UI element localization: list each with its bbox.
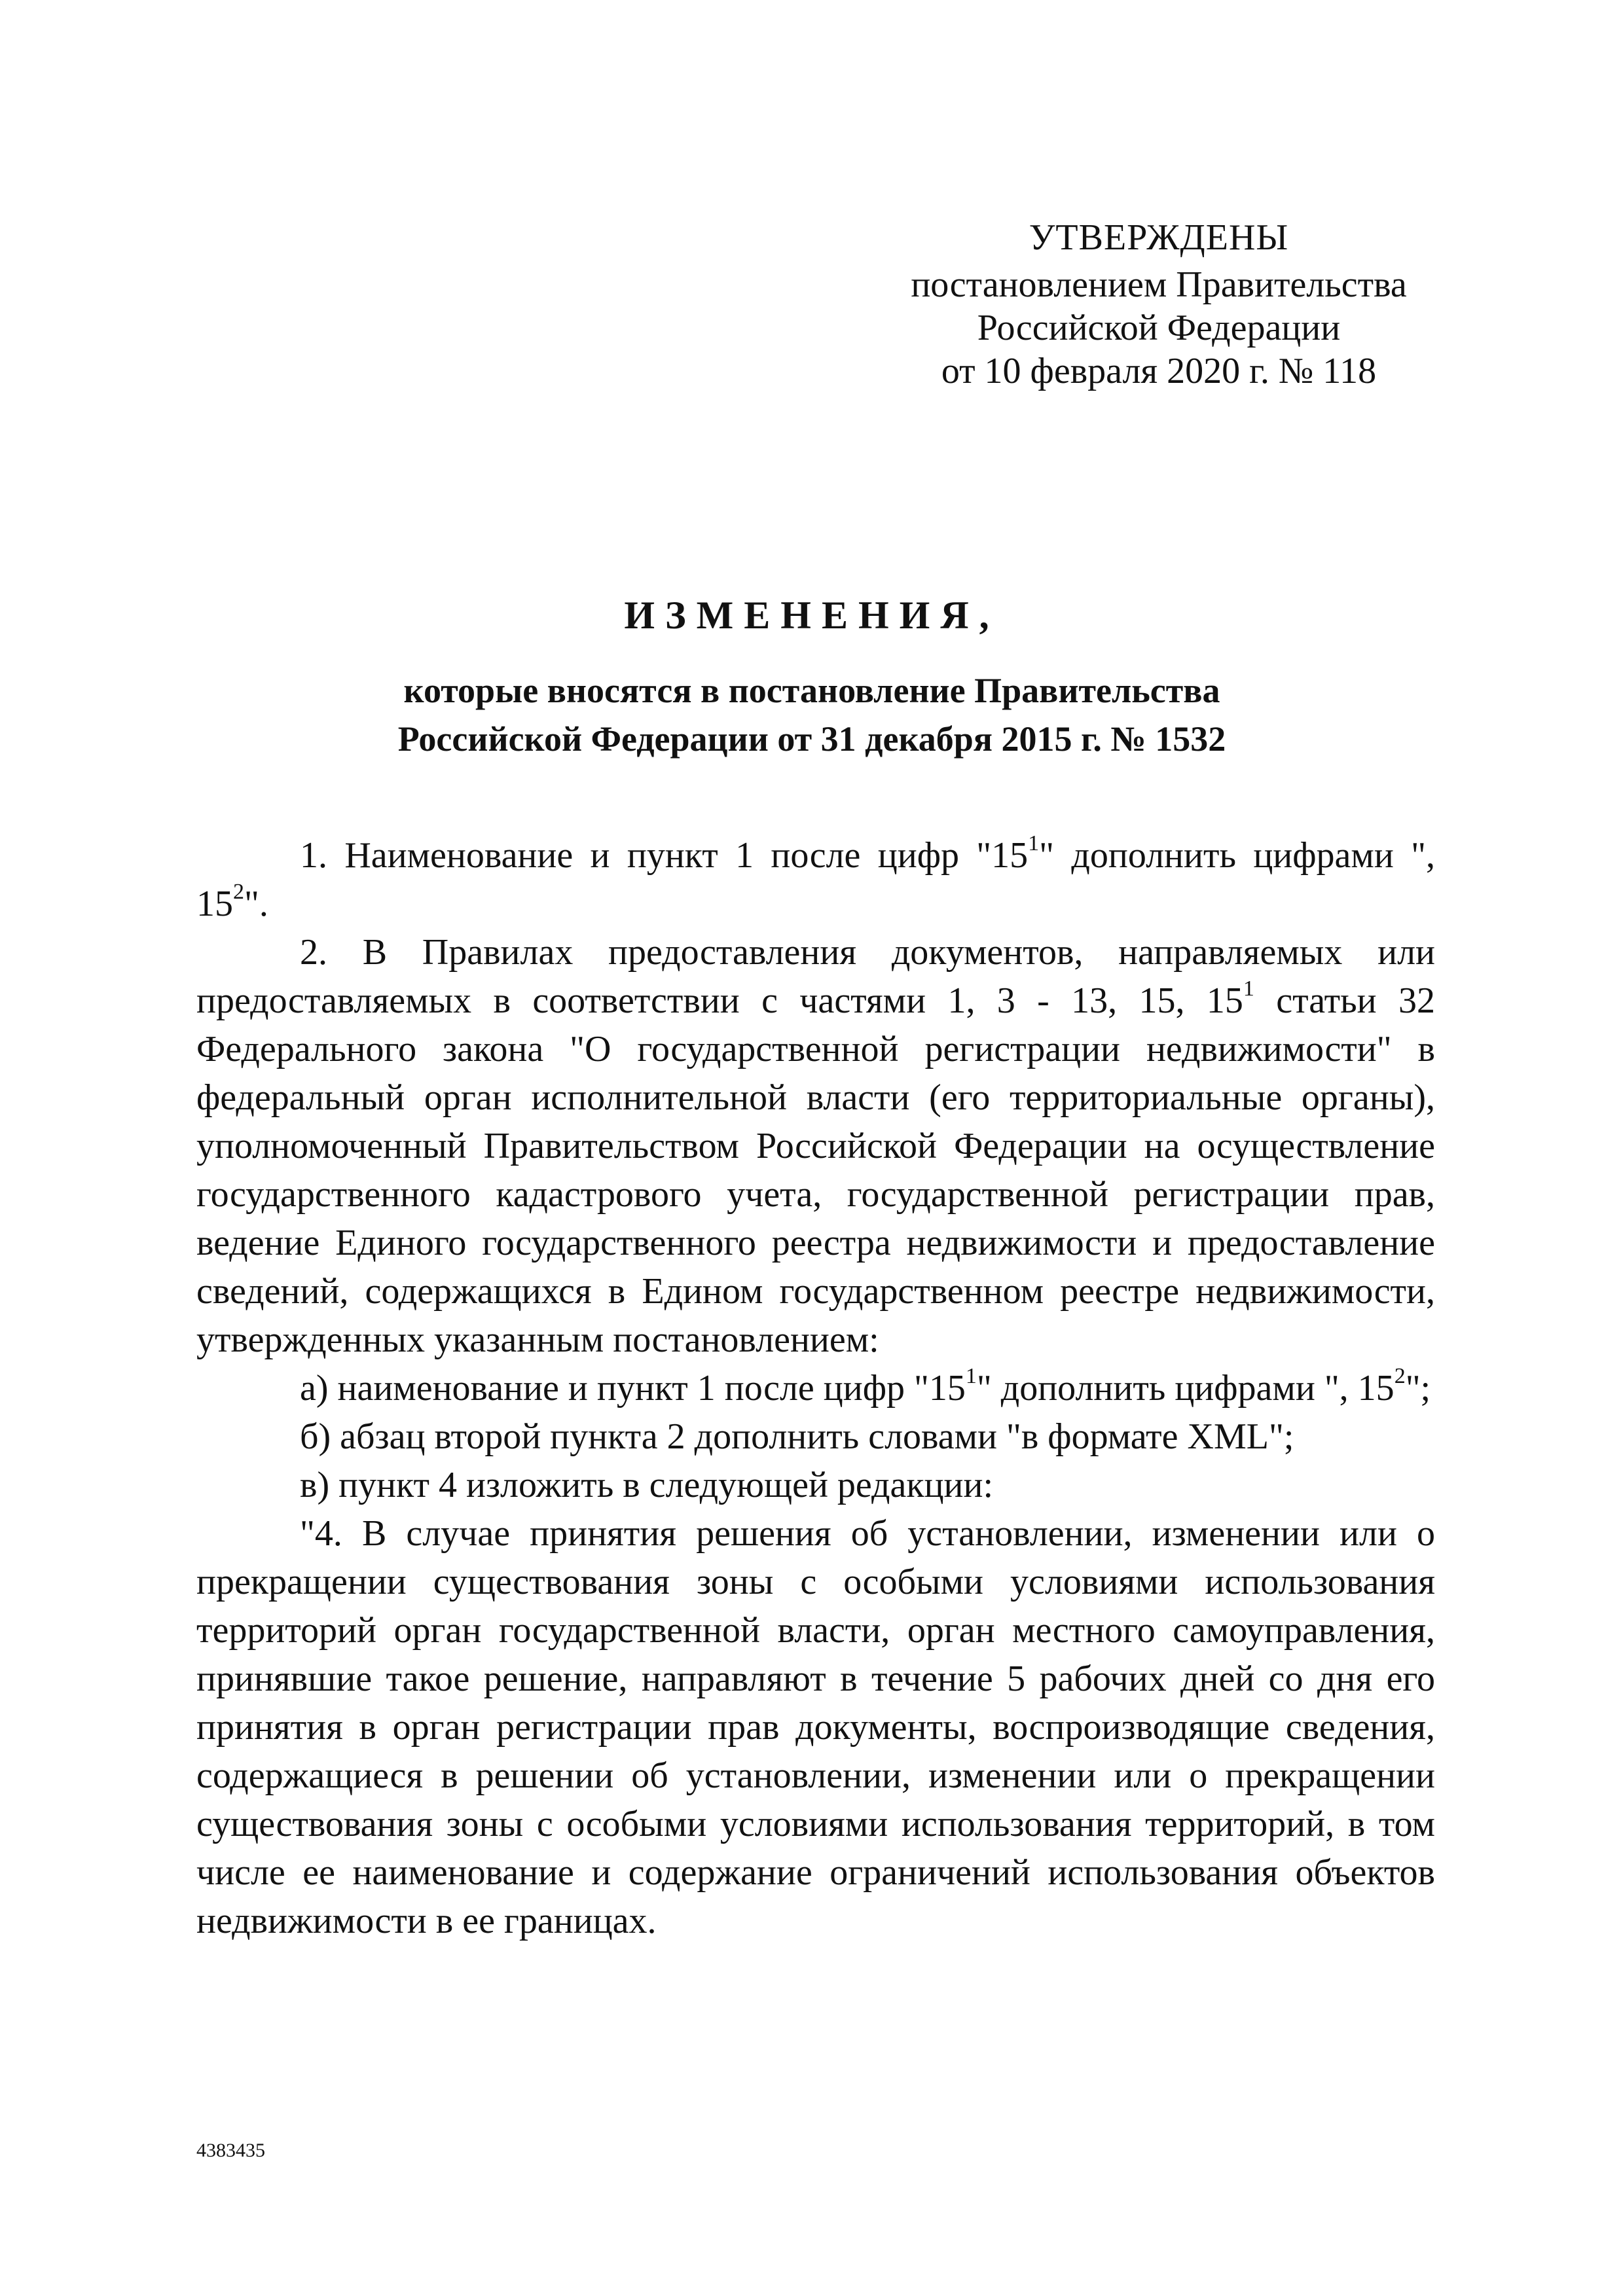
paragraph-5: в) пункт 4 изложить в следующей редакции: [300,1465,994,1505]
approval-line-3: от 10 февраля 2020 г. № 118 [941,351,1377,391]
paragraph-1-text-b: " дополнить цифрами ", 15 [196,835,1435,924]
superscript: 1 [965,1364,977,1388]
paragraph-3-text-a: а) наименование и пункт 1 после цифр "15 [300,1368,966,1408]
paragraph-1 [196,831,1435,928]
title-subtitle [196,666,1427,763]
paragraph-4: б) абзац второй пункта 2 дополнить словами "в формате XML"; [300,1416,1294,1457]
paragraph-2-text-b: статьи 32 Федерального закона "О государственной регистрации недвижимости" в федеральный орган исполнительной власти (его территориальные органы), уполномоченный Правительством Российской Федерации на осуществление государственного кадастрового учета, государственной регистрации прав, ведение Единого государственного реестра недвижимости и предоставление сведений, содержащихся в Едином государственном реестре недвижимости, утвержденных указанным постановлением: [196,980,1435,1360]
superscript: 1 [1028,831,1040,855]
approval-block [838,216,1480,393]
title-line-1: которые вносятся в постановление Правительства [403,671,1220,710]
document-body [196,831,1435,1945]
title-word: ИЗМЕНЕНИЯ, [624,594,1000,637]
superscript: 2 [233,880,244,904]
paragraph-2-text-a: 2. В Правилах предоставления документов, направляемых или предоставляемых в соответствии с частями 1, 3 - 13, 15, 15 [196,932,1435,1021]
document-number: 4383435 [196,2140,265,2161]
title-line-2: Российской Федерации от 31 декабря 2015 г. № 1532 [397,719,1226,759]
paragraph-1-text-a: 1. Наименование и пункт 1 после цифр "15 [300,835,1029,876]
document-title [196,589,1427,763]
paragraph-2 [196,928,1435,1364]
approval-line-2: Российской Федерации [977,308,1341,348]
superscript: 2 [1394,1364,1406,1388]
paragraph-3-text-c: "; [1405,1368,1431,1408]
paragraph-3-text-b: " дополнить цифрами ", 15 [976,1368,1395,1408]
paragraph-1-text-c: ". [244,884,268,924]
approval-line-1: постановлением Правительства [911,264,1407,305]
paragraph-3 [196,1364,1435,1412]
approval-stamp: УТВЕРЖДЕНЫ [1029,217,1289,258]
paragraph-6: "4. В случае принятия решения об установлении, изменении или о прекращении существования зоны с особыми условиями использования территорий орган государственной власти, орган местного самоуправления, принявшие такое решение, направляют в течение 5 рабочих дней со дня его принятия в орган регистрации прав документы, воспроизводящие сведения, содержащиеся в решении об установлении, изменении или о прекращении существования зоны с особыми условиями использования территорий, в том числе ее наименование и содержание ограничений использования объектов недвижимости в ее границах. [196,1513,1435,1941]
superscript: 1 [1243,977,1254,1001]
